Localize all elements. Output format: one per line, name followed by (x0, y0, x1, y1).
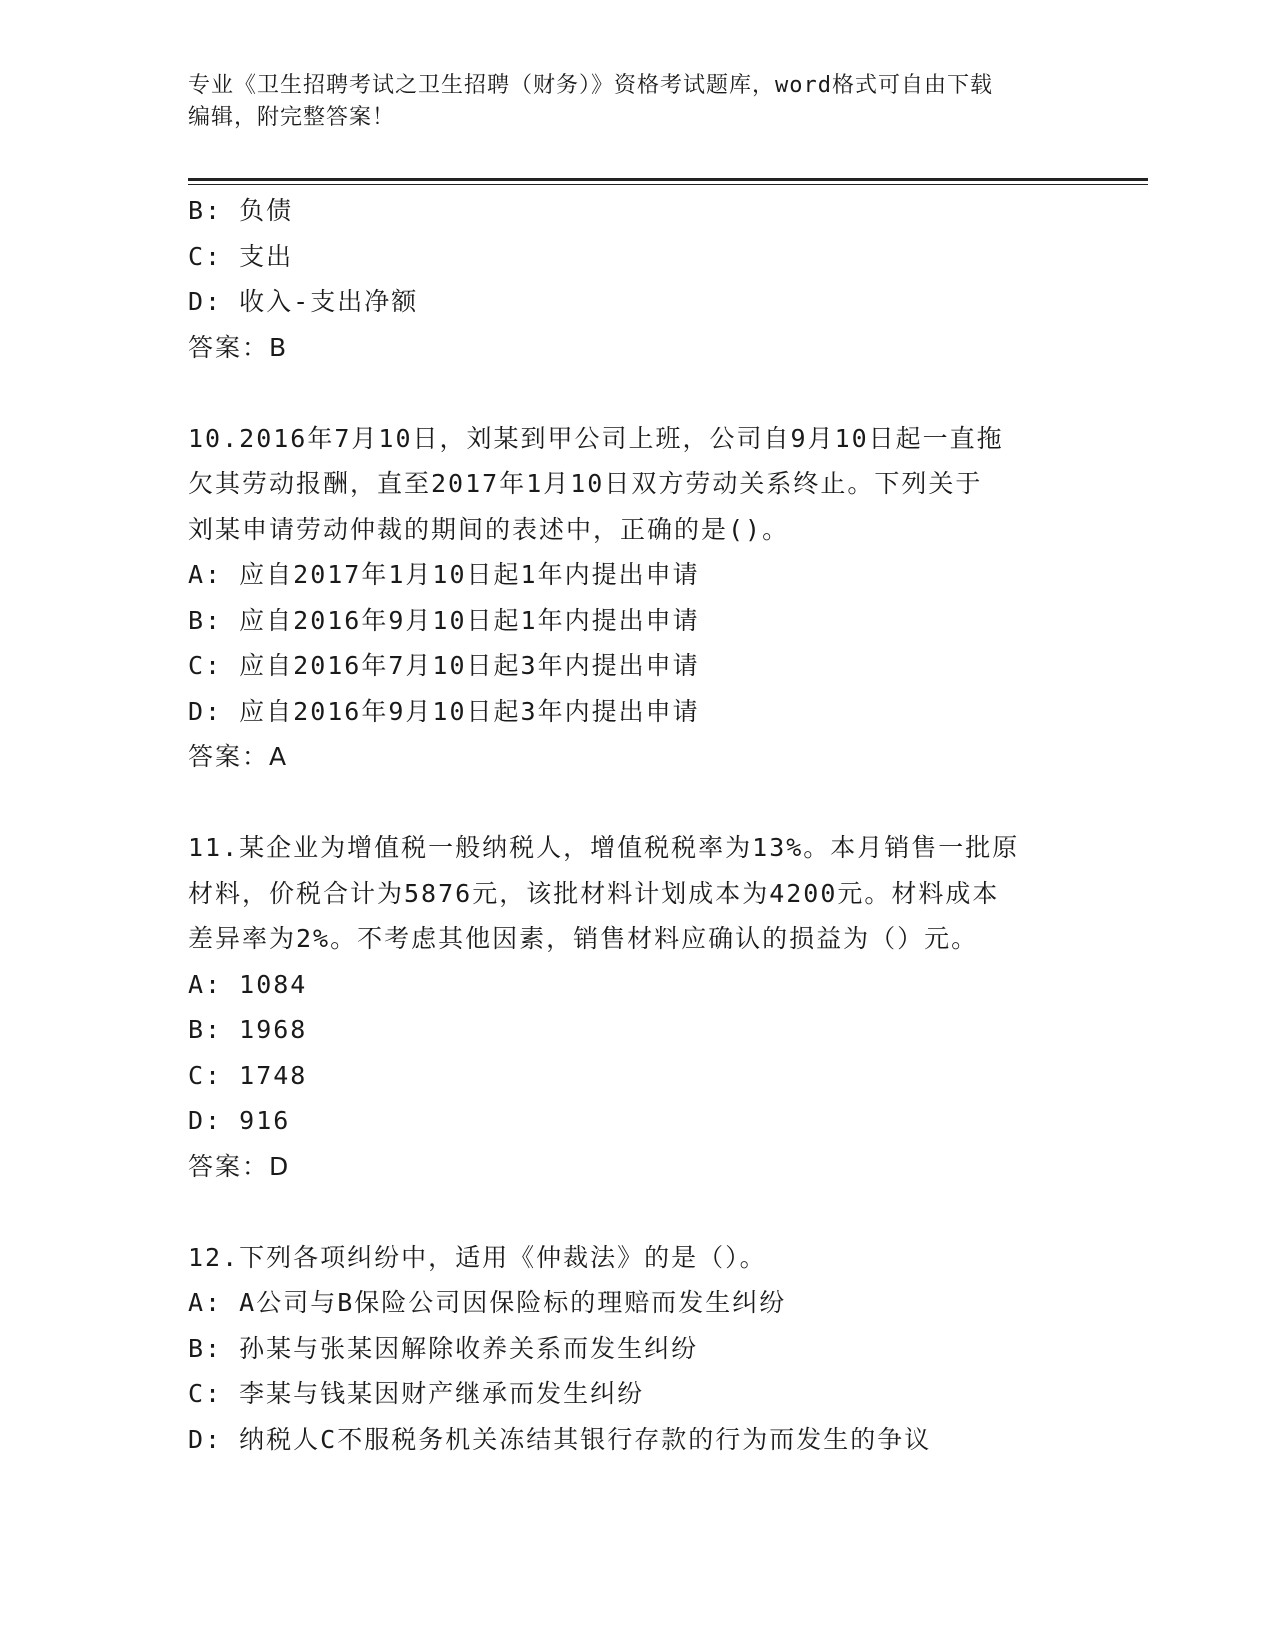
header-line-2: 编辑，附完整答案！ (188, 105, 396, 130)
question-stem-line: 11.某企业为增值税一般纳税人，增值税税率为13%。本月销售一批原 (188, 833, 1020, 862)
option-b: B: 应自2016年9月10日起1年内提出申请 (188, 605, 700, 635)
option-b: B: 负债 (188, 196, 294, 225)
option-c: C: 应自2016年7月10日起3年内提出申请 (188, 651, 700, 680)
question-11 (188, 825, 1148, 1189)
question-stem-line: 欠其劳动报酬，直至2017年1月10日双方劳动关系终止。下列关于 (188, 469, 983, 498)
answer-line: 答案：D (188, 1151, 291, 1181)
option-c: C: 1748 (188, 1060, 308, 1090)
question-9 (188, 188, 1148, 370)
option-d: D: 916 (188, 1106, 291, 1135)
option-b: B: 孙某与张某因解除收养关系而发生纠纷 (188, 1333, 699, 1363)
answer-line: 答案：B (188, 332, 289, 362)
option-b: B: 1968 (188, 1015, 308, 1044)
question-12 (188, 1235, 1148, 1463)
spacer (188, 780, 1148, 826)
option-a: A: A公司与B保险公司因保险标的理赔而发生纠纷 (188, 1288, 787, 1317)
question-stem-line: 10.2016年7月10日，刘某到甲公司上班，公司自9月10日起一直拖 (188, 423, 1004, 453)
option-c: C: 支出 (188, 241, 294, 271)
question-stem-line: 刘某申请劳动仲裁的期间的表述中，正确的是()。 (188, 514, 790, 544)
question-content (188, 188, 1148, 1462)
option-c: C: 李某与钱某因财产继承而发生纠纷 (188, 1379, 645, 1408)
header-divider-thin (188, 184, 1148, 185)
spacer (188, 370, 1148, 416)
question-stem-line: 材料，价税合计为5876元，该批材料计划成本为4200元。材料成本 (188, 878, 1000, 908)
spacer (188, 1189, 1148, 1235)
header-line-1: 专业《卫生招聘考试之卫生招聘（财务）》资格考试题库，word格式可自由下载 (188, 73, 993, 98)
answer-line: 答案：A (188, 742, 289, 771)
document-header (188, 70, 1068, 134)
option-a: A: 应自2017年1月10日起1年内提出申请 (188, 560, 700, 589)
question-stem-line: 12.下列各项纠纷中，适用《仲裁法》的是（）。 (188, 1242, 767, 1272)
option-d: D: 收入-支出净额 (188, 287, 419, 316)
header-divider-thick (188, 178, 1148, 181)
question-stem-line: 差异率为2%。不考虑其他因素，销售材料应确认的损益为（）元。 (188, 924, 979, 953)
question-10 (188, 416, 1148, 780)
option-a: A: 1084 (188, 969, 308, 999)
option-d: D: 纳税人C不服税务机关冻结其银行存款的行为而发生的争议 (188, 1424, 932, 1454)
option-d: D: 应自2016年9月10日起3年内提出申请 (188, 696, 700, 726)
